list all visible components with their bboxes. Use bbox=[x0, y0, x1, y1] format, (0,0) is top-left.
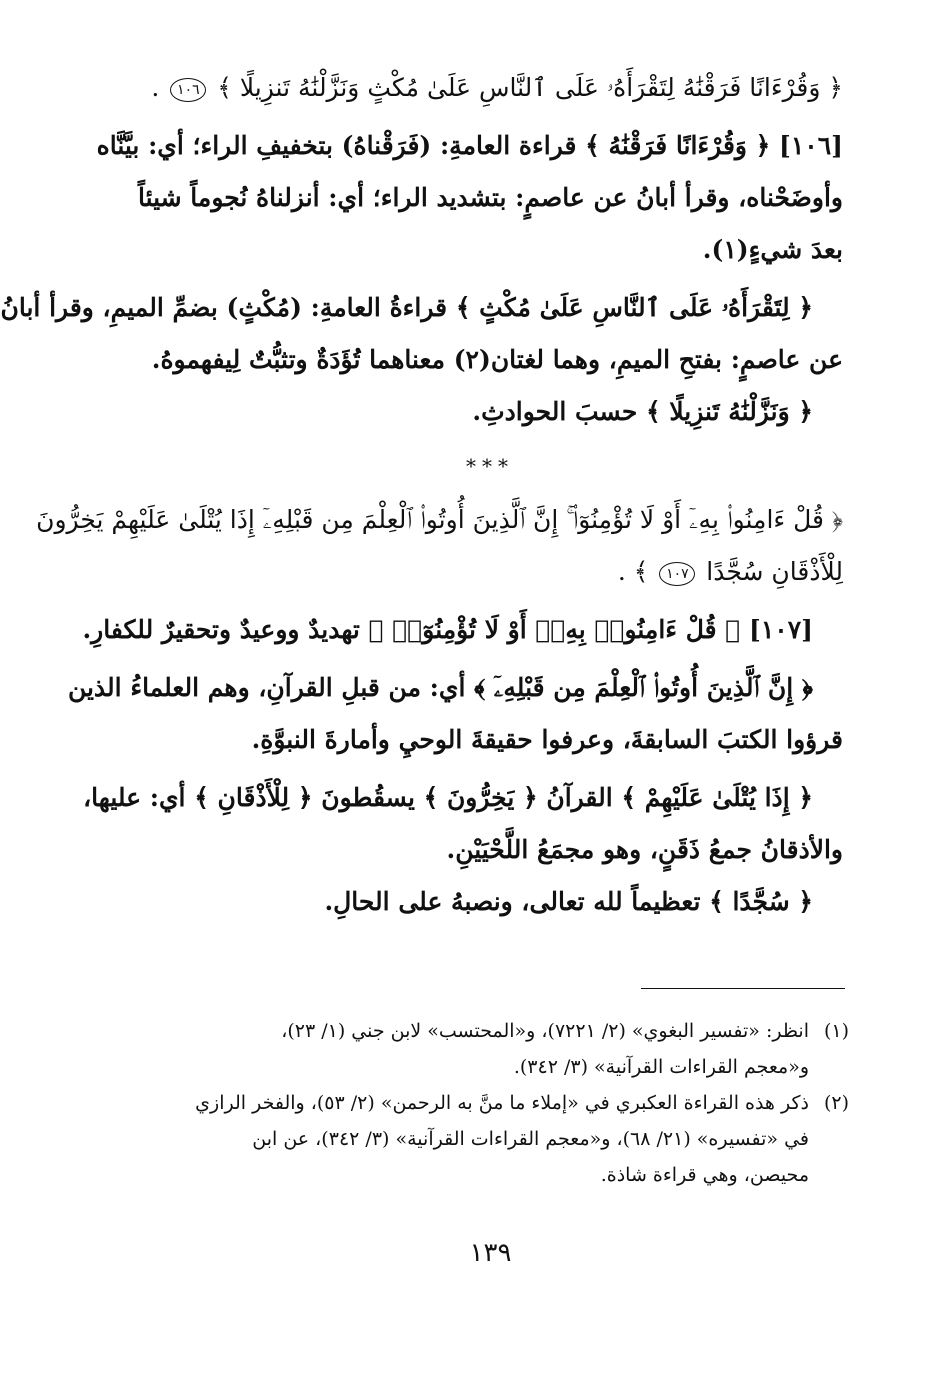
footnote-line: في «تفسيره» (٢١/ ٦٨)، و«معجم القراءات القرآنية» (٣/ ٣٤٢)، عن ابن bbox=[252, 1128, 809, 1150]
commentary-adhqan bbox=[83, 772, 843, 876]
verse-107-line: ﴿ قُلْ ءَامِنُوا۟ بِهِۦٓ أَوْ لَا تُؤْمِنُوٓا۟ ۚ إِنَّ ٱلَّذِينَ أُوتُوا۟ ٱلْعِلْمَ مِن قَبْلِهِۦٓ إِذَا يُتْلَىٰ عَلَيْهِمْ يَخِرُّونَ bbox=[36, 505, 843, 534]
commentary-106 bbox=[96, 120, 843, 276]
commentary-sujjadan: ﴿ سُجَّدًا ﴾ تعظيماً لله تعالى، ونصبهُ على الحالِ. bbox=[324, 887, 813, 916]
commentary-line: ﴿ لِتَقْرَأَهُۥ عَلَى ٱلنَّاسِ عَلَىٰ مُكْثٍ ﴾ قراءةُ العامةِ: (مُكْثٍ) بضمِّ الميمِ، وقرأ أبانُ bbox=[0, 293, 813, 322]
verse-107-line-2 bbox=[137, 546, 843, 598]
footnote-line: ذكر هذه القراءة العكبري في «إملاء ما منَّ به الرحمن» (٢/ ٥٣)، والفخر الرازي bbox=[195, 1092, 809, 1114]
ayah-number-badge: ١٠٧ bbox=[659, 562, 695, 586]
footnote-line: و«معجم القراءات القرآنية» (٣/ ٣٤٢). bbox=[513, 1056, 809, 1078]
commentary-line: والأذقانُ جمعُ ذَقَنٍ، وهو مجمَعُ اللَّحْيَيْنِ. bbox=[446, 835, 843, 864]
verse-106 bbox=[137, 62, 843, 114]
footnote-1 bbox=[137, 1013, 849, 1085]
commentary-mukth bbox=[0, 282, 843, 386]
commentary-line: قرؤوا الكتبَ السابقةَ، وعرفوا حقيقةَ الوحيِ وأمارةَ النبوَّةِ. bbox=[251, 725, 843, 754]
footnote-text bbox=[137, 1085, 809, 1193]
verse-106-end: . bbox=[151, 73, 160, 102]
footnote-number: (١) bbox=[823, 1020, 849, 1042]
page-number: ١٣٩ bbox=[469, 1238, 512, 1268]
verse-107-end: ﴾ . bbox=[617, 557, 649, 586]
commentary-line: وأوضَحْناه، وقرأ أبانُ عن عاصمٍ: بتشديد الراء؛ أي: أنزلناهُ نُجوماً شيئاً bbox=[137, 183, 843, 212]
footnote-separator bbox=[641, 988, 845, 989]
verse-107-text: لِلْأَذْقَانِ سُجَّدًا bbox=[706, 557, 843, 586]
commentary-line: ﴿ إِذَا يُتْلَىٰ عَلَيْهِمْ ﴾ القرآنُ ﴿ يَخِرُّونَ ﴾ يسقُطونَ ﴿ لِلْأَذْقَانِ ﴾ أي: عليها، bbox=[83, 783, 813, 812]
commentary-107: [١٠٧] ﴿ قُلْ ءَامِنُوا۟ بِهِۦٓ أَوْ لَا تُؤْمِنُوٓا۟ ﴾ تهديدٌ ووعيدٌ وتحقيرٌ للكفارِ. bbox=[82, 615, 813, 644]
page-body bbox=[0, 62, 843, 928]
commentary-line: ﴿ إِنَّ ٱلَّذِينَ أُوتُوا۟ ٱلْعِلْمَ مِن قَبْلِهِۦٓ ﴾ أي: من قبلِ القرآنِ، وهم العلماءُ الذين bbox=[67, 673, 813, 702]
section-divider-stars: *** bbox=[466, 454, 514, 478]
footnote-text bbox=[137, 1013, 809, 1085]
footnote-line: انظر: «تفسير البغوي» (٢/ ٧٢٢١)، و«المحتسب» لابن جني (١/ ٢٣)، bbox=[281, 1020, 809, 1042]
commentary-line: [١٠٦] ﴿ وَقُرْءَانًا فَرَقْنَٰهُ ﴾ قراءة العامةِ: (فَرَقْناهُ) بتخفيفِ الراء؛ أي: بيَّنَّاه bbox=[96, 131, 843, 160]
footnotes bbox=[137, 1013, 849, 1193]
verse-106-text: ﴿ وَقُرْءَانًا فَرَقْنَٰهُ لِتَقْرَأَهُۥ عَلَى ٱلنَّاسِ عَلَىٰ مُكْثٍ وَنَزَّلْنَٰهُ تَنزِيلًا ﴾ bbox=[217, 73, 843, 102]
footnote-number: (٢) bbox=[823, 1092, 849, 1114]
footnote-line: محيصن، وهي قراءة شاذة. bbox=[600, 1164, 809, 1186]
commentary-line: عن عاصمٍ: بفتحِ الميمِ، وهما لغتان(٢) معناهما تُؤَدَةٌ وتثبُّتٌ لِيفهموهُ. bbox=[151, 345, 843, 374]
verse-107 bbox=[36, 494, 843, 598]
commentary-tanzil: ﴿ وَنَزَّلْنَٰهُ تَنزِيلًا ﴾ حسبَ الحوادثِ. bbox=[472, 397, 813, 426]
commentary-ulama bbox=[67, 662, 843, 766]
footnote-2 bbox=[137, 1085, 849, 1193]
ayah-number-badge: ١٠٦ bbox=[170, 78, 206, 102]
commentary-line: بعدَ شيءٍ(١). bbox=[702, 235, 843, 264]
